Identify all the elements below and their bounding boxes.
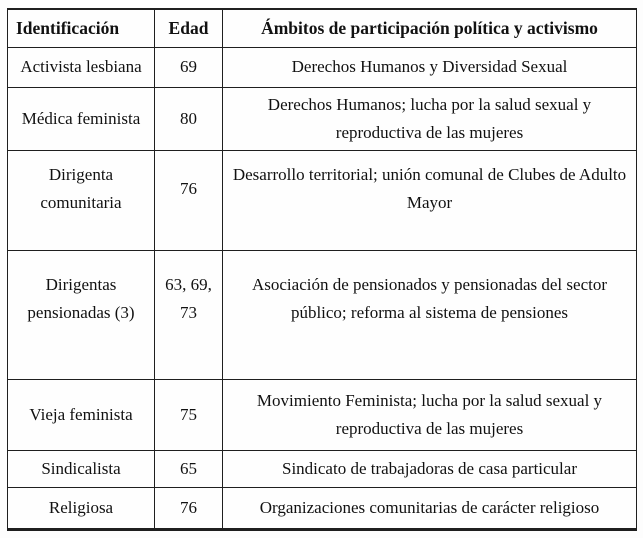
cell-areas: Derechos Humanos y Diversidad Sexual [223, 47, 637, 87]
header-identification: Identificación [8, 9, 155, 47]
cell-identification: Dirigentas pensionadas (3) [8, 250, 155, 379]
cell-identification: Activista lesbiana [8, 47, 155, 87]
cell-age: 63, 69, 73 [155, 250, 223, 379]
cell-identification: Sindicalista [8, 450, 155, 487]
table-row [8, 47, 637, 87]
cell-age: 75 [155, 379, 223, 450]
cell-identification: Dirigenta comunitaria [8, 150, 155, 250]
cell-areas: Asociación de pensionados y pensionadas del sector público; reforma al sistema de pensiones [223, 250, 637, 379]
cell-areas: Derechos Humanos; lucha por la salud sexual y reproductiva de las mujeres [223, 87, 637, 150]
table-row [8, 487, 637, 529]
participants-table [7, 8, 637, 531]
cell-identification: Religiosa [8, 487, 155, 529]
table-row [8, 250, 637, 379]
header-areas: Ámbitos de participación política y activismo [223, 9, 637, 47]
table-row [8, 87, 637, 150]
cell-areas: Movimiento Feminista; lucha por la salud sexual y reproductiva de las mujeres [223, 379, 637, 450]
cell-identification: Vieja feminista [8, 379, 155, 450]
cell-age: 76 [155, 150, 223, 250]
cell-age: 80 [155, 87, 223, 150]
header-age: Edad [155, 9, 223, 47]
cell-age: 76 [155, 487, 223, 529]
cell-areas: Organizaciones comunitarias de carácter religioso [223, 487, 637, 529]
cell-areas: Sindicato de trabajadoras de casa particular [223, 450, 637, 487]
table-row [8, 450, 637, 487]
cell-areas: Desarrollo territorial; unión comunal de Clubes de Adulto Mayor [223, 150, 637, 250]
table-row [8, 150, 637, 250]
cell-identification: Médica feminista [8, 87, 155, 150]
cell-age: 65 [155, 450, 223, 487]
table-header-row [8, 9, 637, 47]
cell-age: 69 [155, 47, 223, 87]
table-row [8, 379, 637, 450]
